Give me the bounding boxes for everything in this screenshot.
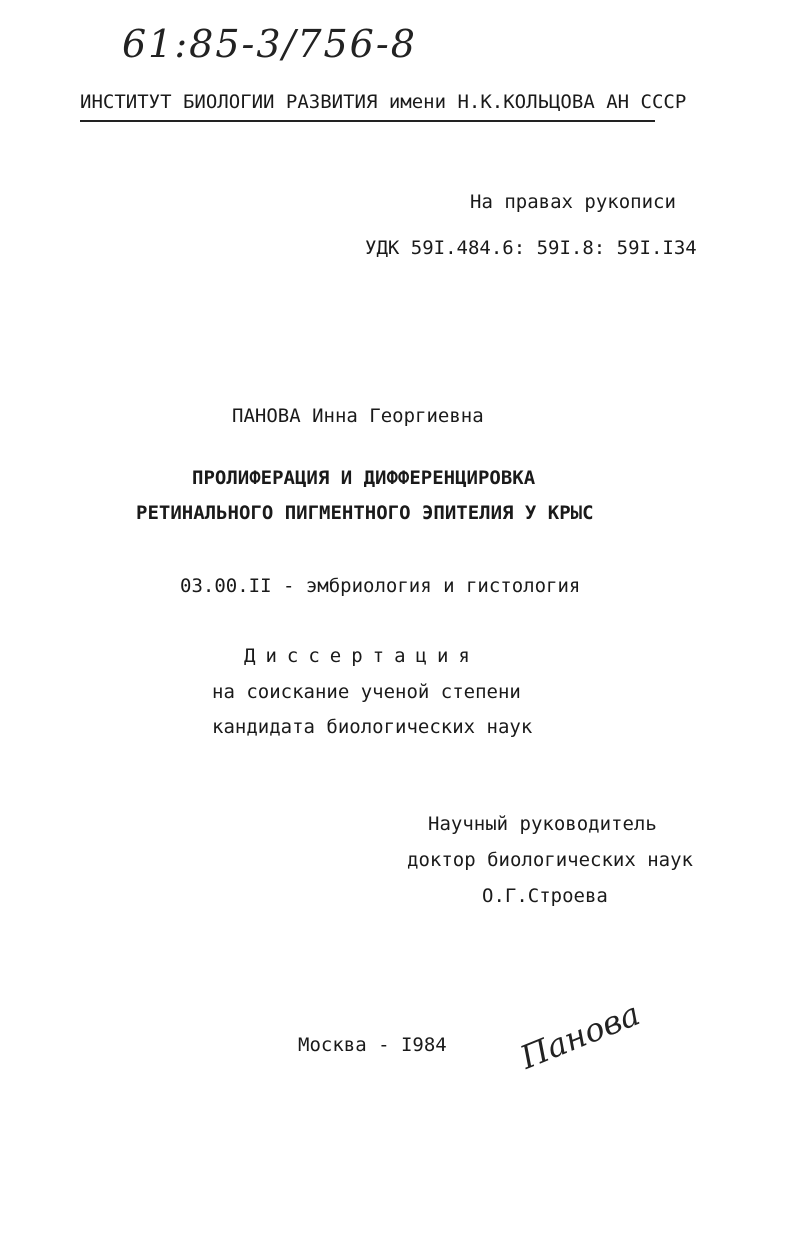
author-signature: Панова <box>514 994 646 1077</box>
city-year: Москва - I984 <box>298 1034 447 1056</box>
dissertation-title-line-1: ПРОЛИФЕРАЦИЯ И ДИФФЕРЕНЦИРОВКА <box>192 467 536 489</box>
manuscript-rights: На правах рукописи <box>470 191 676 213</box>
udc-code: УДК 59I.484.6: 59I.8: 59I.I34 <box>365 237 697 259</box>
institute-header: ИНСТИТУТ БИОЛОГИИ РАЗВИТИЯ имени Н.К.КОЛЬЦОВА АН СССР <box>80 91 687 113</box>
supervisor-degree: доктор биологических наук <box>407 849 693 871</box>
degree-line-2: кандидата биологических наук <box>212 716 533 738</box>
specialty-code: 03.00.II - эмбриология и гистология <box>180 575 581 597</box>
author-name: ПАНОВА Инна Георгиевна <box>232 405 484 427</box>
supervisor-label: Научный руководитель <box>428 813 657 835</box>
document-type: Диссертация <box>244 645 480 667</box>
supervisor-name: О.Г.Строева <box>482 885 608 907</box>
dissertation-title-line-2: РЕТИНАЛЬНОГО ПИГМЕНТНОГО ЭПИТЕЛИЯ У КРЫС <box>136 502 594 524</box>
header-underline <box>80 120 655 122</box>
archive-number-handwritten: 61:85-3/756-8 <box>122 22 417 66</box>
degree-line-1: на соискание ученой степени <box>212 681 521 703</box>
